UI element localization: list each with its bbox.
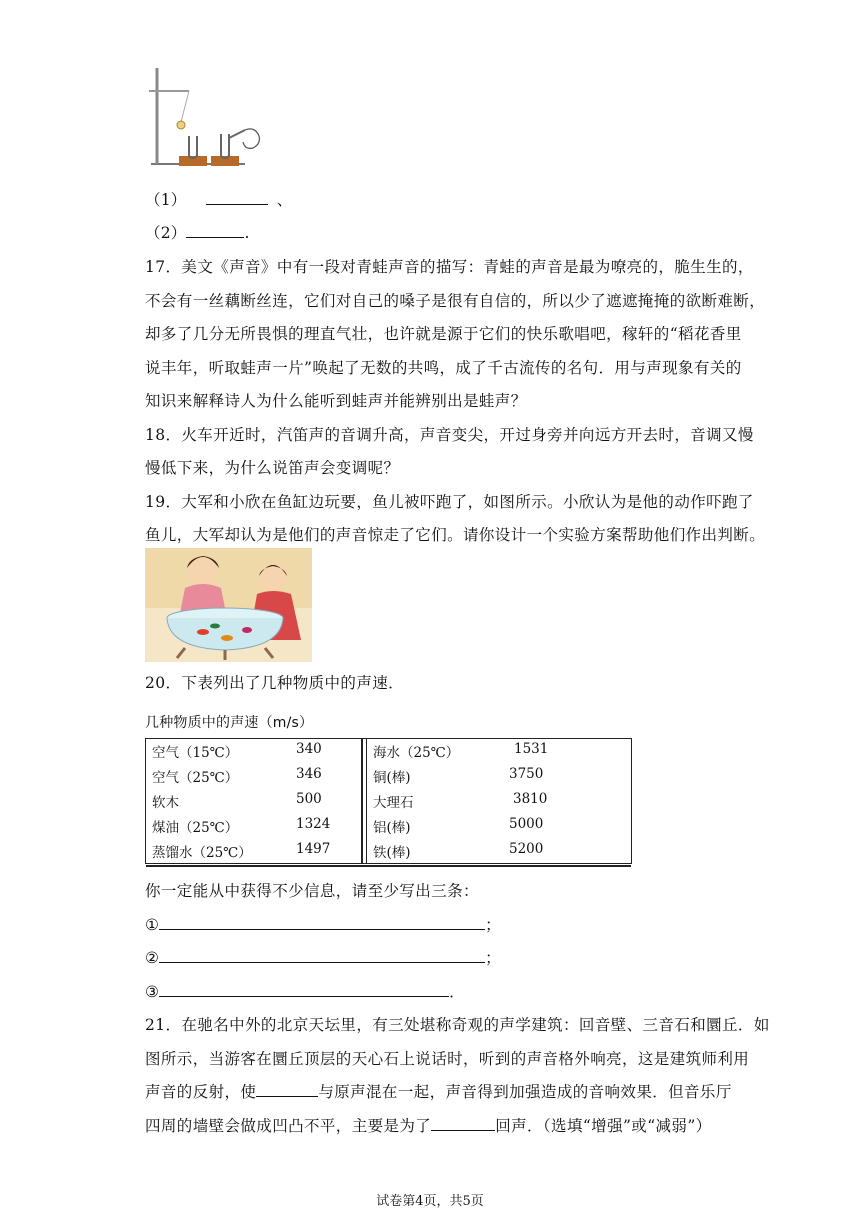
right-name-4: 铝(棒) (373, 820, 411, 836)
q17-line-1: 17．美文《声音》中有一段对青蛙声音的描写：青蛙的声音是最为嘹亮的，脆生生的， (145, 258, 754, 276)
q17-line-5: 知识来解释诗人为什么能听到蛙声并能辨别出是蛙声？ (145, 392, 527, 410)
q21-line-4-end: 回声．（选填“增强”或“减弱”） (495, 1117, 712, 1135)
q21-blank-1[interactable] (256, 1082, 318, 1097)
answer-line-3 (145, 980, 465, 1002)
blank-1-label: （1） (145, 191, 187, 209)
q17-line-4: 说丰年，听取蛙声一片”唤起了无数的共鸣，成了千古流传的名句．用与声现象有关的 (145, 359, 742, 377)
right-value-2: 3750 (509, 766, 544, 782)
answer-line-2 (145, 946, 501, 968)
table-divider (361, 739, 363, 863)
blank-line-1 (145, 188, 292, 210)
q18-line-2: 慢低下来，为什么说笛声会变调呢？ (145, 459, 400, 477)
right-value-5: 5200 (509, 841, 544, 857)
left-name-1: 空气（15℃） (152, 745, 239, 761)
answer-field-2[interactable] (159, 948, 485, 963)
blank-2-label: （2） (145, 224, 187, 242)
answer-end-2: ； (485, 949, 501, 967)
q21-line-1: 21．在驰名中外的北京天坛里，有三处堪称奇观的声学建筑：回音壁、三音石和圜丘．如 (145, 1016, 770, 1034)
answer-line-1 (145, 913, 501, 935)
q21-line-3-start: 声音的反射，使 (145, 1083, 257, 1101)
right-name-2: 铜(棒) (373, 770, 411, 786)
right-name-1: 海水（25℃） (373, 745, 460, 761)
blank-1-suffix: 、 (276, 191, 293, 209)
sound-speed-table (145, 738, 632, 864)
fish-tank-children-figure (145, 548, 312, 662)
q18-line-1: 18．火车开近时，汽笛声的音调升高，声音变尖，开过身旁并向远方开去时，音调又慢 (145, 426, 754, 444)
answer-mark-3: ③ (145, 983, 160, 1001)
page-footer: 试卷第4页，共5页 (376, 1194, 484, 1209)
q21-line-3 (145, 1080, 732, 1102)
q17-line-3: 却多了几分无所畏惧的理直气壮，也许就是源于它们的快乐歌唱吧，稼轩的“稻花香里 (145, 325, 742, 343)
right-name-5: 铁(棒) (373, 845, 411, 861)
answer-mark-1: ① (145, 916, 160, 934)
q21-line-4-start: 四周的墙壁会做成凹凸不平，主要是为了 (145, 1117, 432, 1135)
right-value-4: 5000 (509, 816, 544, 832)
right-value-1: 1531 (514, 741, 549, 757)
answer-blank-1[interactable] (206, 190, 268, 205)
left-value-4: 1324 (296, 816, 331, 832)
tuning-fork-pendulum-figure (145, 64, 265, 176)
left-value-3: 500 (296, 791, 322, 807)
left-name-5: 蒸馏水（25℃） (152, 845, 252, 861)
right-name-3: 大理石 (373, 795, 414, 811)
q19-line-2: 鱼儿，大军却认为是他们的声音惊走了它们。请你设计一个实验方案帮助他们作出判断。 (145, 526, 766, 544)
q20-prompt: 你一定能从中获得不少信息，请至少写出三条： (145, 882, 479, 900)
answer-field-3[interactable] (159, 982, 449, 997)
blank-line-2 (145, 221, 250, 243)
q17-line-2: 不会有一丝藕断丝连，它们对自己的嗓子是很有自信的，所以少了遮遮掩掩的欲断难断， (145, 292, 766, 310)
q21-blank-2[interactable] (431, 1116, 495, 1131)
left-name-2: 空气（25℃） (152, 770, 239, 786)
q21-line-4 (145, 1114, 715, 1136)
answer-end-1: ； (485, 916, 501, 934)
left-value-1: 340 (296, 741, 322, 757)
answer-blank-2[interactable] (186, 223, 244, 238)
answer-mark-2: ② (145, 949, 160, 967)
blank-2-suffix: . (244, 224, 250, 242)
right-value-3: 3810 (513, 791, 548, 807)
left-name-4: 煤油（25℃） (152, 820, 239, 836)
answer-field-1[interactable] (159, 915, 485, 930)
left-name-3: 软木 (152, 795, 179, 811)
table-divider-inner (366, 739, 367, 863)
q19-line-1: 19．大军和小欣在鱼缸边玩要，鱼儿被吓跑了，如图所示。小欣认为是他的动作吓跑了 (145, 493, 754, 511)
table-title: 几种物质中的声速（m/s） (145, 715, 314, 731)
q21-line-3-end: 与原声混在一起，声音得到加强造成的音响效果．但音乐厅 (318, 1083, 732, 1101)
answer-end-3: ． (449, 983, 465, 1001)
q20-intro: 20．下表列出了几种物质中的声速． (145, 674, 405, 692)
q21-line-2: 图所示，当游客在圜丘顶层的天心石上说话时，听到的声音格外响亮，这是建筑师利用 (145, 1050, 750, 1068)
left-value-2: 346 (296, 766, 322, 782)
left-value-5: 1497 (296, 841, 331, 857)
table-bottom-rule (146, 865, 631, 867)
